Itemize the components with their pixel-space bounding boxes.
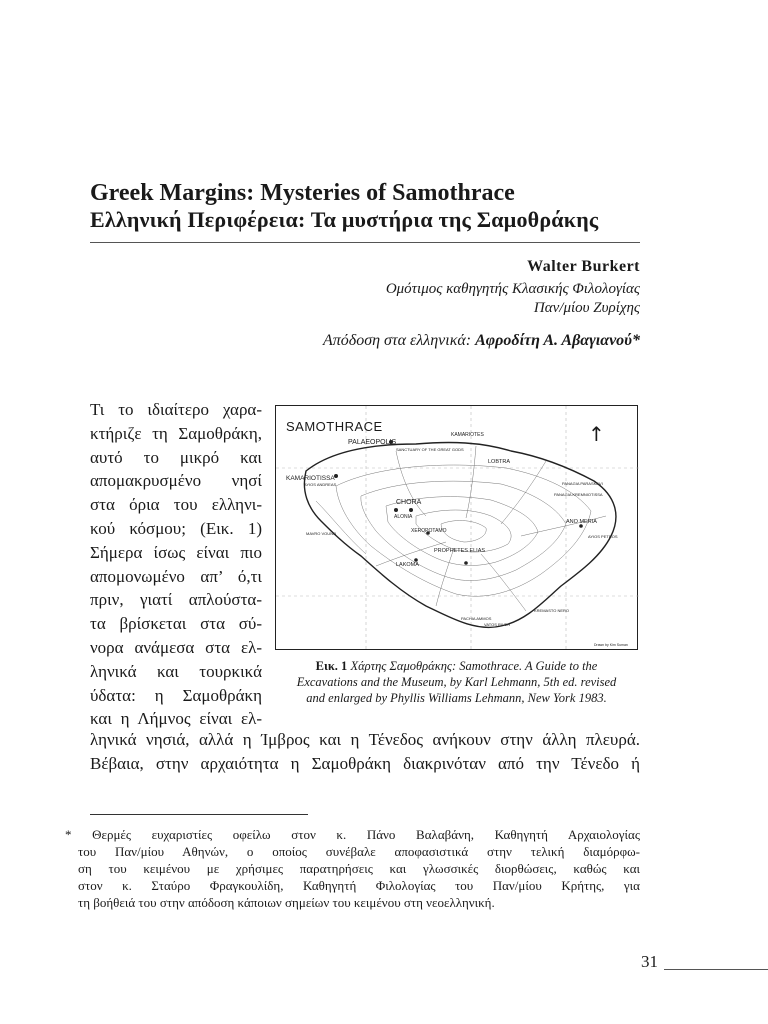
figure-caption [275,658,638,706]
author-affiliation-line-1: Ομότιμος καθηγητής Κλασικής Φιλολογίας [385,281,640,297]
map-label-kamariotes: KAMARIOTES [451,432,484,438]
body-line: κτήριζε τη Σαμοθράκη, [90,423,262,443]
page-number: 31 [641,952,658,971]
translation-prefix: Απόδοση στα ελληνικά: [322,332,472,349]
body-line: ληνικά νησιά, αλλά η Ίμβρος και η Τένεδος ανήκουν στην άλλη πλευρά. [90,730,640,749]
island-coastline [304,442,616,627]
map-label-panagia-paraskevi: PANAGIA PARASKEVI [562,481,603,486]
map-drawing [276,406,639,651]
body-line: πριν, γιατί απλούστα- [90,590,262,610]
body-line: νορα ανάμεσα στα ελ- [90,637,262,657]
map-label-alonia: ALONIA [394,514,413,520]
body-line: Σήμερα ίσως είναι πιο [90,542,262,562]
caption-text-1: Χάρτης Σαμοθράκης: Samothrace. A Guide to the [350,659,598,673]
map-label-kamariotissa: KAMARIOTISSA [286,475,335,482]
map-title: SAMOTHRACE [286,419,383,434]
body-narrow-column [90,398,262,731]
map-label-vatos-river: VATOS RIVER [484,622,511,627]
body-line: κού κόσμου; (Εικ. 1) [90,518,262,538]
caption-line-3: and enlarged by Phyllis Williams Lehmann, New York 1983. [306,691,607,705]
north-arrow-icon: ↑ [588,422,605,446]
map-label-xeropotamo: XEROPOTAMO [411,528,447,534]
body-line: απομονωμένο απ’ ό,τι [90,566,262,586]
samothrace-map-figure [275,405,638,650]
author-affiliation-line-2: Παν/μίου Ζυρίχης [533,300,640,316]
translation-credit [323,332,640,350]
footnote-line: τη βοήθειά του στην απόδοση κάποιων σημείων του κειμένου στη νεοελληνική. [78,895,495,910]
body-line: Τι το ιδιαίτερο χαρα- [90,400,262,419]
map-label-palaeopolis: PALAEOPOLIS [348,439,397,446]
footnote [65,826,640,911]
footnote-line: * Θερμές ευχαριστίες οφείλω στον κ. Πάνο Βαλαβάνη, Καθηγητή Αρχαιολογίας [65,827,640,842]
article-title-english: Greek Margins: Mysteries of Samothrace [90,180,515,206]
body-wide-column [90,728,640,776]
body-line: στα όρια του ελληνι- [90,495,262,515]
footnote-line: στον κ. Σταύρο Φραγκουλίδη, Καθηγητή Φιλολογίας του Παν/μίου Κρήτης, για [78,878,640,893]
map-label-chora: CHORA [396,499,422,506]
caption-label: Εικ. 1 [315,659,348,673]
body-line: ληνικά και τουρκικά [90,661,262,681]
map-label-ayios-andreas: AYIOS ANDREAS [304,482,337,487]
caption-line-2: Excavations and the Museum, by Karl Lehmann, 5th ed. revised [296,675,617,689]
map-credit: Drawn by Kim Suman [594,643,628,647]
body-line: απομακρυσμένο νησί [90,471,262,491]
map-label-kremasto-nero: KREMASTO NERO [534,608,570,613]
article-title-greek: Ελληνική Περιφέρεια: Τα μυστήρια της Σαμοθράκης [90,207,599,232]
map-label-mavro-vouno: MAVRO VOUNO [306,531,337,536]
caption-line-1 [275,658,638,674]
map-label-panagia-kremniotissa: PANAGIA KREMNIOTISSA [554,492,603,497]
map-label-lobtra: LOBTRA [488,459,511,465]
body-line: τα βρίσκεται στα σύ- [90,614,262,634]
page-number-rule [664,969,768,970]
map-label-prophetes-elias: PROPHETES ELIAS [434,548,486,554]
map-label-pachia-ammos: PACHIA AMMOS [461,616,492,621]
author-name: Walter Burkert [527,258,640,275]
body-line: αυτό το μικρό και [90,447,262,467]
body-line: ύδατα: η Σαμοθράκη [90,685,262,705]
map-label-sanctuary: SANCTUARY OF THE GREAT GODS [396,447,464,452]
map-label-lakoma: LAKOMA [396,562,419,568]
footnote-line: του Παν/μίου Αθηνών, ο οποίος συνέβαλε αποφασιστικά στην τελική διαμόρφω- [78,844,640,859]
body-line: και η Λήμνος είναι ελ- [90,709,262,729]
map-label-ano-meria: ANO MERIA [566,519,597,525]
footnote-divider [90,814,308,815]
body-line: Βέβαια, στην αρχαιότητα η Σαμοθράκη διακρινόταν από την Τένεδο ή [90,753,640,773]
translator-name: Αφροδίτη Α. Αβαγιανού* [475,332,640,349]
map-label-ayios-petros: AYIOS PETROS [588,534,618,539]
title-divider [90,242,640,243]
footnote-line: ση του κειμένου με χρήσιμες παρατηρήσεις και γλωσσικές διορθώσεις, καθώς και [78,861,640,876]
